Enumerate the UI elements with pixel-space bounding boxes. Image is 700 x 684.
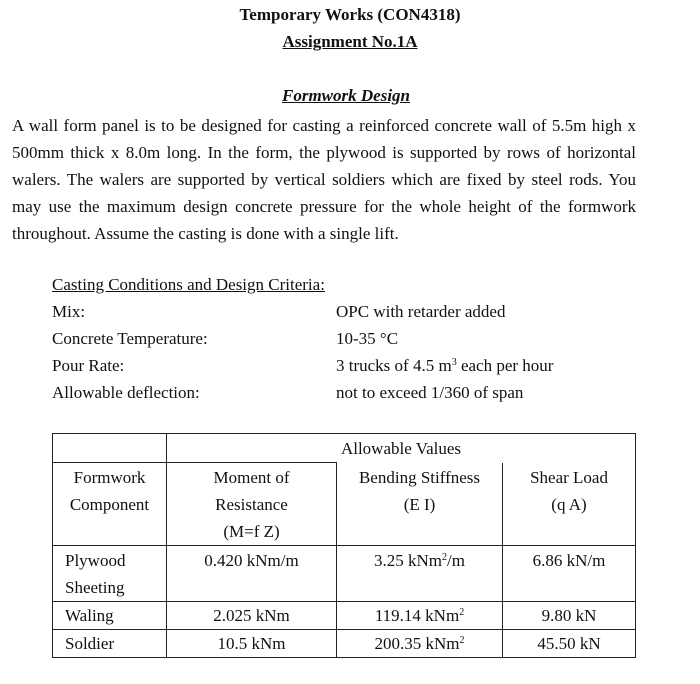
component-cell: Soldier — [53, 630, 167, 658]
shear-cell: 9.80 kN — [503, 602, 636, 630]
table-row — [53, 546, 636, 602]
group-header: Allowable Values — [167, 434, 636, 463]
header-component: Formwork Component — [53, 463, 167, 546]
table-row — [53, 602, 636, 630]
header-shear: Shear Load (q A) — [503, 463, 636, 546]
stiffness-cell: 119.14 kNm$^2$ — [337, 602, 503, 630]
condition-value: not to exceed 1/360 of span — [336, 383, 524, 402]
stiffness-cell: 200.35 kNm$^2$ — [337, 630, 503, 658]
section-title: Formwork Design — [282, 86, 410, 105]
table-row — [53, 630, 636, 658]
condition-label: Pour Rate: — [52, 356, 125, 375]
condition-temperature — [52, 329, 652, 353]
stiffness-cell: 3.25 kNm$^2$/m — [337, 546, 503, 602]
moment-cell: 10.5 kNm — [167, 630, 337, 658]
moment-cell: 0.420 kNm/m — [167, 546, 337, 602]
component-cell: Plywood Sheeting — [53, 546, 167, 602]
shear-cell: 45.50 kN — [503, 630, 636, 658]
condition-value: OPC with retarder added — [336, 302, 506, 321]
course-title: Temporary Works (CON4318) — [239, 5, 461, 24]
header-stiffness: Bending Stiffness (E I) — [337, 463, 503, 546]
table-corner-cell — [53, 434, 167, 463]
problem-paragraph: A wall form panel is to be designed for casting a reinforced concrete wall of 5.5m high x 500mm thick x 8.0m long. In the form, the plywood is supported by rows of horizontal walers. The walers are supported by vertical soldiers which are fixed by steel rods. You may use the maximum design concrete pressure for the whole height of the formwork throughout. Assume the casting is done with a single lift. — [12, 116, 636, 243]
condition-label: Concrete Temperature: — [52, 329, 208, 348]
condition-label: Mix: — [52, 302, 86, 321]
component-cell: Waling — [53, 602, 167, 630]
condition-label: Allowable deflection: — [52, 383, 200, 402]
moment-cell: 2.025 kNm — [167, 602, 337, 630]
header-moment: Moment of Resistance (M=f Z) — [167, 463, 337, 546]
conditions-title: Casting Conditions and Design Criteria: — [52, 275, 325, 294]
condition-deflection — [52, 383, 652, 407]
condition-mix — [52, 302, 652, 326]
assignment-title: Assignment No.1A — [282, 32, 418, 51]
allowable-values-table — [52, 433, 636, 658]
condition-pour-rate — [52, 356, 652, 380]
shear-cell: 6.86 kN/m — [503, 546, 636, 602]
condition-value: 10-35 °C — [336, 329, 399, 348]
condition-value: 3 trucks of 4.5 $m^3$ each per hour — [336, 356, 554, 375]
